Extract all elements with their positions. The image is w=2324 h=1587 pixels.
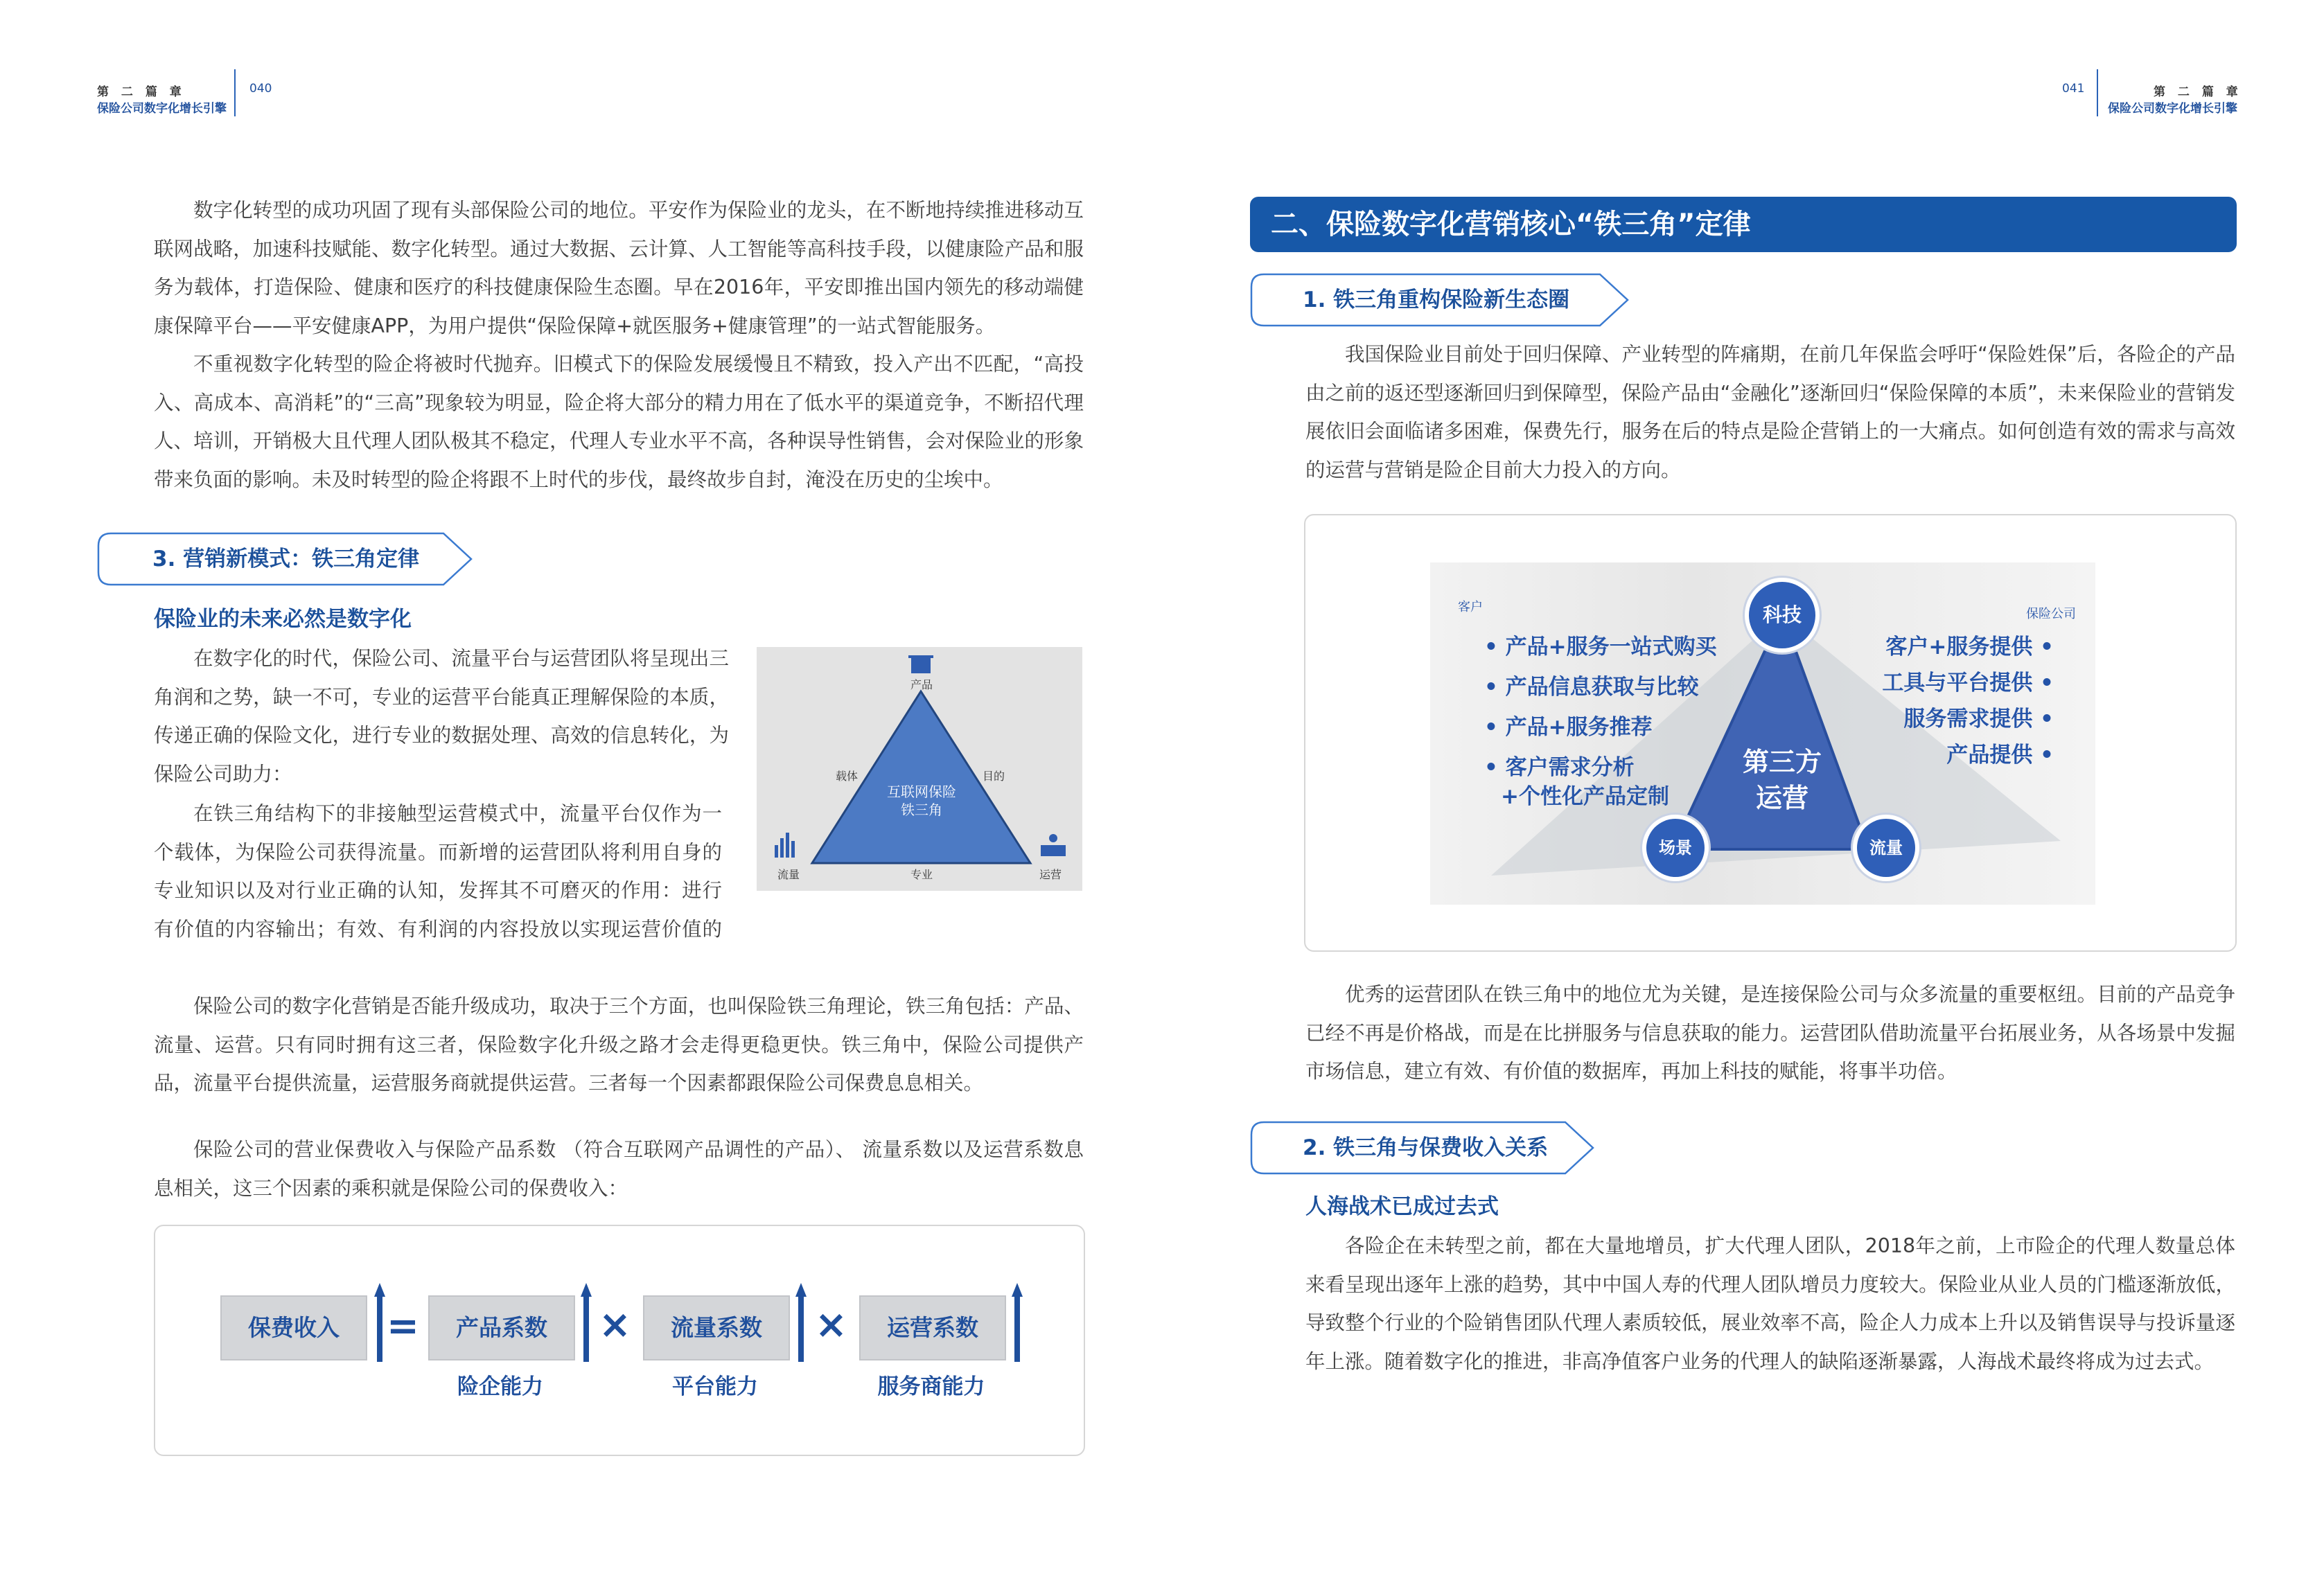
customer-item-4: • 客户需求分析 [1484, 755, 1635, 780]
left-header-divider [234, 69, 236, 116]
formula-factor3: 运营系数 [859, 1295, 1006, 1360]
section3-subhead: 保险业的未来必然是数字化 [154, 607, 412, 632]
section3-para4-block [154, 1131, 1084, 1207]
formula-up-arrows [155, 1226, 1084, 1455]
left-page-number: 040 [249, 82, 272, 96]
diagram-center-line2: 运营 [1755, 783, 1808, 813]
company-item-4: 产品提供 • [1946, 743, 2054, 768]
right-header-title: 保险公司数字化增长引擎 [2108, 102, 2237, 116]
formula-box [154, 1225, 1085, 1456]
company-label: 保险公司 [2026, 607, 2076, 621]
ecosystem-diagram [1304, 514, 2237, 952]
right-header-divider [2097, 69, 2098, 116]
customer-item-1: • 产品+服务一站式购买 [1484, 635, 1717, 659]
section3-paragraph-1: 在数字化的时代，保险公司、流量平台与运营团队将呈现出三角润和之势，缺一不可，专业的运营平台能真正理解保险的本质，传递正确的保险文化，进行专业的数据处理、高效的信息转化，为保险公司助力： [154, 647, 729, 786]
left-intro-text [154, 191, 1084, 499]
section3-para1-block [154, 639, 729, 793]
triangle-right-edge-label: 目的 [983, 770, 1005, 783]
section3-paragraph-2: 在铁三角结构下的非接触型运营模式中，流量平台仅作为一个载体，为保险公司获得流量。而新增的运营团队将利用自身的专业知识以及对行业正确的认知，发挥其不可磨灭的作用：进行有价值的内容输出；有效、有利润的内容投放以实现运营价值的 [154, 802, 722, 941]
section3-tab [97, 532, 475, 586]
sec1-para2-block [1305, 975, 2235, 1091]
left-header-part: 第 二 篇 章 [97, 85, 186, 99]
section3-paragraph-3: 保险公司的数字化营销是否能升级成功，取决于三个方面，也叫保险铁三角理论，铁三角包括：产品、流量、运营。只有同时拥有这三者，保险数字化升级之路才会走得更稳更快。铁三角中，保险公司提供产品，流量平台提供流量，运营服务商就提供运营。三者每一个因素都跟保险公司保费息息相关。 [154, 995, 1084, 1094]
formula-factor2: 流量系数 [643, 1295, 790, 1360]
sec1-tab-label: 1. 铁三角重构保险新生态圈 [1303, 287, 1570, 312]
intro-paragraph-2: 不重视数字化转型的险企将被时代抛弃。旧模式下的保险发展缓慢且不精致，投入产出不匹配，“高投入、高成本、高消耗”的“三高”现象较为明显，险企将大部分的精力用在了低水平的渠道竞争，不断招代理人、培训，开销极大且代理人团队极其不稳定，代理人专业水平不高，各种误导性销售，会对保险业的形象带来负面的影响。未及时转型的险企将跟不上时代的步伐，最终故步自封，淹没在历史的尘埃中。 [154, 353, 1084, 491]
triangle-bottom-edge-label: 专业 [910, 868, 933, 881]
section-banner-title: 二、保险数字化营销核心“铁三角”定律 [1271, 209, 1751, 240]
customer-item-3: • 产品+服务推荐 [1484, 715, 1653, 740]
triangle-bottom-left-label: 流量 [777, 868, 800, 881]
formula-factor1: 产品系数 [428, 1295, 575, 1360]
sec2-tab-label: 2. 铁三角与保费收入关系 [1303, 1135, 1549, 1160]
customer-item-5: +个性化产品定制 [1501, 784, 1669, 809]
right-header-part: 第 二 篇 章 [2154, 85, 2242, 99]
company-item-2: 工具与平台提供 • [1882, 671, 2054, 695]
formula-factor2-caption: 平台能力 [672, 1374, 758, 1399]
formula-equals: = [387, 1304, 419, 1349]
formula-factor3-caption: 服务商能力 [877, 1374, 985, 1399]
company-item-1: 客户+服务提供 • [1885, 635, 2054, 659]
sec2-para-block [1305, 1227, 2235, 1381]
triangle-bottom-right-label: 运营 [1039, 868, 1062, 881]
customer-item-2: • 产品信息获取与比较 [1484, 675, 1699, 700]
formula-times-1: × [599, 1302, 631, 1347]
sec2-tab [1250, 1121, 1595, 1175]
triangle-center-line2: 铁三角 [901, 801, 942, 818]
sec1-paragraph: 我国保险业目前处于回归保障、产业转型的阵痛期，在前几年保监会呼吁“保险姓保”后，各险企的产品由之前的返还型逐渐回归到保障型，保险产品由“金融化”逐渐回归“保险保障的本质”，未来保险业的营销发展依旧会面临诸多困难，保费先行，服务在后的特点是险企营销上的一大痛点。如何创造有效的需求与高效的运营与营销是险企目前大力投入的方向。 [1305, 343, 2235, 481]
triangle-center-text [874, 783, 969, 819]
section3-tab-label: 3. 营销新模式：铁三角定律 [152, 547, 420, 571]
triangle-left-edge-label: 载体 [836, 770, 859, 783]
diagram-center-text [1714, 744, 1850, 816]
sec1-para-block [1305, 335, 2235, 489]
diagram-triangle [1305, 515, 2235, 950]
formula-result: 保费收入 [220, 1295, 367, 1360]
company-item-3: 服务需求提供 • [1903, 707, 2054, 732]
sec2-subhead: 人海战术已成过去式 [1305, 1194, 1499, 1219]
triangle-top-label: 产品 [910, 678, 933, 691]
formula-times-2: × [815, 1302, 847, 1347]
node-traffic: 流量 [1857, 819, 1915, 877]
node-scenario: 场景 [1646, 819, 1705, 877]
sec1-paragraph-2: 优秀的运营团队在铁三角中的地位尤为关键，是连接保险公司与众多流量的重要枢纽。目前的产品竞争已经不再是价格战，而是在比拼服务与信息获取的能力。运营团队借助流量平台拓展业务，从各场景中发掘市场信息，建立有效、有价值的数据库，再加上科技的赋能，将事半功倍。 [1305, 983, 2235, 1083]
section3-paragraph-4: 保险公司的营业保费收入与保险产品系数 （符合互联网产品调性的产品）、 流量系数以及运营系数息息相关，这三个因素的乘积就是保险公司的保费收入： [154, 1138, 1084, 1200]
section3-para3-block [154, 987, 1084, 1103]
intro-paragraph-1: 数字化转型的成功巩固了现有头部保险公司的地位。平安作为保险业的龙头，在不断地持续推进移动互联网战略，加速科技赋能、数字化转型。通过大数据、云计算、人工智能等高科技手段，以健康险产品和服务为载体，打造保险、健康和医疗的科技健康保险生态圈。早在2016年，平安即推出国内领先的移动端健康保障平台——平安健康APP，为用户提供“保险保障+就医服务+健康管理”的一站式智能服务。 [154, 199, 1084, 337]
diagram-center-line1: 第三方 [1742, 747, 1822, 777]
node-technology: 科技 [1749, 582, 1815, 648]
sec1-tab [1250, 273, 1630, 327]
section-banner [1250, 197, 2237, 252]
customer-label: 客户 [1458, 600, 1483, 614]
formula-factor1-caption: 险企能力 [457, 1374, 543, 1399]
sec2-paragraph: 各险企在未转型之前，都在大量地增员，扩大代理人团队，2018年之前，上市险企的代理人数量总体来看呈现出逐年上涨的趋势，其中中国人寿的代理人团队增员力度较大。保险业从业人员的门槛逐渐放低，导致整个行业的个险销售团队代理人素质较低，展业效率不高，险企人力成本上升以及销售误导与投诉量逐年上涨。随着数字化的推进，非高净值客户业务的代理人的缺陷逐渐暴露，人海战术最终将成为过去式。 [1305, 1234, 2235, 1373]
triangle-center-line1: 互联网保险 [887, 783, 956, 800]
triangle-diagram [757, 647, 1082, 891]
right-page-number: 041 [2062, 82, 2085, 96]
left-header-title: 保险公司数字化增长引擎 [97, 102, 227, 116]
